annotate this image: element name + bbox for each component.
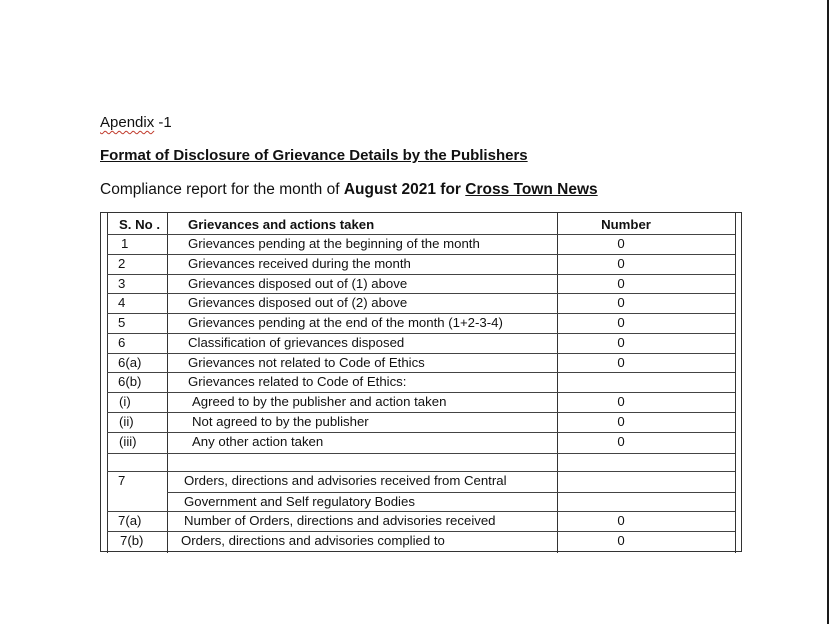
table-cell-desc: Grievances pending at the beginning of the month bbox=[188, 236, 480, 251]
table-cell-sno: (i) bbox=[119, 394, 131, 409]
table-cell-desc: Grievances not related to Code of Ethics bbox=[188, 355, 425, 370]
table-cell-number: 0 bbox=[617, 355, 625, 370]
table-cell-sno: 1 bbox=[121, 236, 129, 251]
table-cell-desc: Grievances disposed out of (2) above bbox=[188, 295, 408, 310]
table-cell-sno: 4 bbox=[118, 295, 126, 310]
table-cell-number: 0 bbox=[617, 295, 625, 310]
compliance-month: August 2021 for bbox=[343, 181, 466, 198]
compliance-prefix: Compliance report for the month of bbox=[100, 181, 344, 198]
table-cell-desc: Government and Self regulatory Bodies bbox=[184, 494, 415, 509]
header-grievances: Grievances and actions taken bbox=[188, 217, 375, 232]
compliance-line bbox=[100, 181, 598, 199]
table-cell-number: 0 bbox=[617, 394, 625, 409]
header-sno: S. No . bbox=[119, 217, 161, 232]
table-cell-sno: (ii) bbox=[119, 414, 134, 429]
appendix-label bbox=[100, 114, 172, 131]
table-cell-desc: Orders, directions and advisories complied to bbox=[181, 533, 445, 548]
table-cell-desc: Agreed to by the publisher and action taken bbox=[192, 394, 447, 409]
table-cell-desc: Grievances disposed out of (1) above bbox=[188, 276, 408, 291]
appendix-word: Apendix bbox=[100, 114, 155, 131]
table-cell-desc: Not agreed to by the publisher bbox=[192, 414, 369, 429]
table-cell-sno: 2 bbox=[118, 256, 126, 271]
table-cell-sno: 7(b) bbox=[120, 533, 144, 548]
table-col-divider-sno bbox=[167, 213, 168, 553]
table-cell-sno: (iii) bbox=[119, 434, 137, 449]
table-cell-sno: 6(b) bbox=[118, 374, 142, 389]
header-number: Number bbox=[601, 217, 651, 232]
appendix-suffix: -1 bbox=[154, 114, 172, 131]
table-cell-desc: Number of Orders, directions and advisories received bbox=[184, 513, 496, 528]
table-cell-desc: Grievances related to Code of Ethics: bbox=[188, 374, 407, 389]
table-inner-left-border bbox=[107, 213, 108, 553]
table-cell-number: 0 bbox=[617, 256, 625, 271]
table-cell-sno: 6(a) bbox=[118, 355, 142, 370]
table-cell-desc: Classification of grievances disposed bbox=[188, 335, 405, 350]
table-cell-number: 0 bbox=[617, 513, 625, 528]
table-cell-sno: 6 bbox=[118, 335, 126, 350]
compliance-publisher: Cross Town News bbox=[465, 181, 598, 198]
table-cell-desc: Grievances received during the month bbox=[188, 256, 411, 271]
table-cell-number: 0 bbox=[617, 414, 625, 429]
table-cell-sno: 5 bbox=[118, 315, 126, 330]
table-cell-number: 0 bbox=[617, 533, 625, 548]
grievance-table bbox=[100, 212, 742, 552]
table-cell-desc: Orders, directions and advisories received from Central bbox=[184, 473, 507, 488]
table-cell-number: 0 bbox=[617, 434, 625, 449]
table-row-divider bbox=[107, 453, 735, 454]
table-cell-desc: Grievances pending at the end of the month (1+2-3-4) bbox=[188, 315, 503, 330]
table-cell-number: 0 bbox=[617, 315, 625, 330]
table-cell-number: 0 bbox=[617, 335, 625, 350]
table-cell-number: 0 bbox=[617, 276, 625, 291]
document-heading: Format of Disclosure of Grievance Details by the Publishers bbox=[100, 147, 528, 164]
table-inner-right-border bbox=[735, 213, 736, 553]
table-cell-sno: 7 bbox=[118, 473, 126, 488]
table-cell-number: 0 bbox=[617, 236, 625, 251]
table-cell-desc: Any other action taken bbox=[192, 434, 324, 449]
table-cell-sno: 3 bbox=[118, 276, 126, 291]
table-cell-sno: 7(a) bbox=[118, 513, 142, 528]
